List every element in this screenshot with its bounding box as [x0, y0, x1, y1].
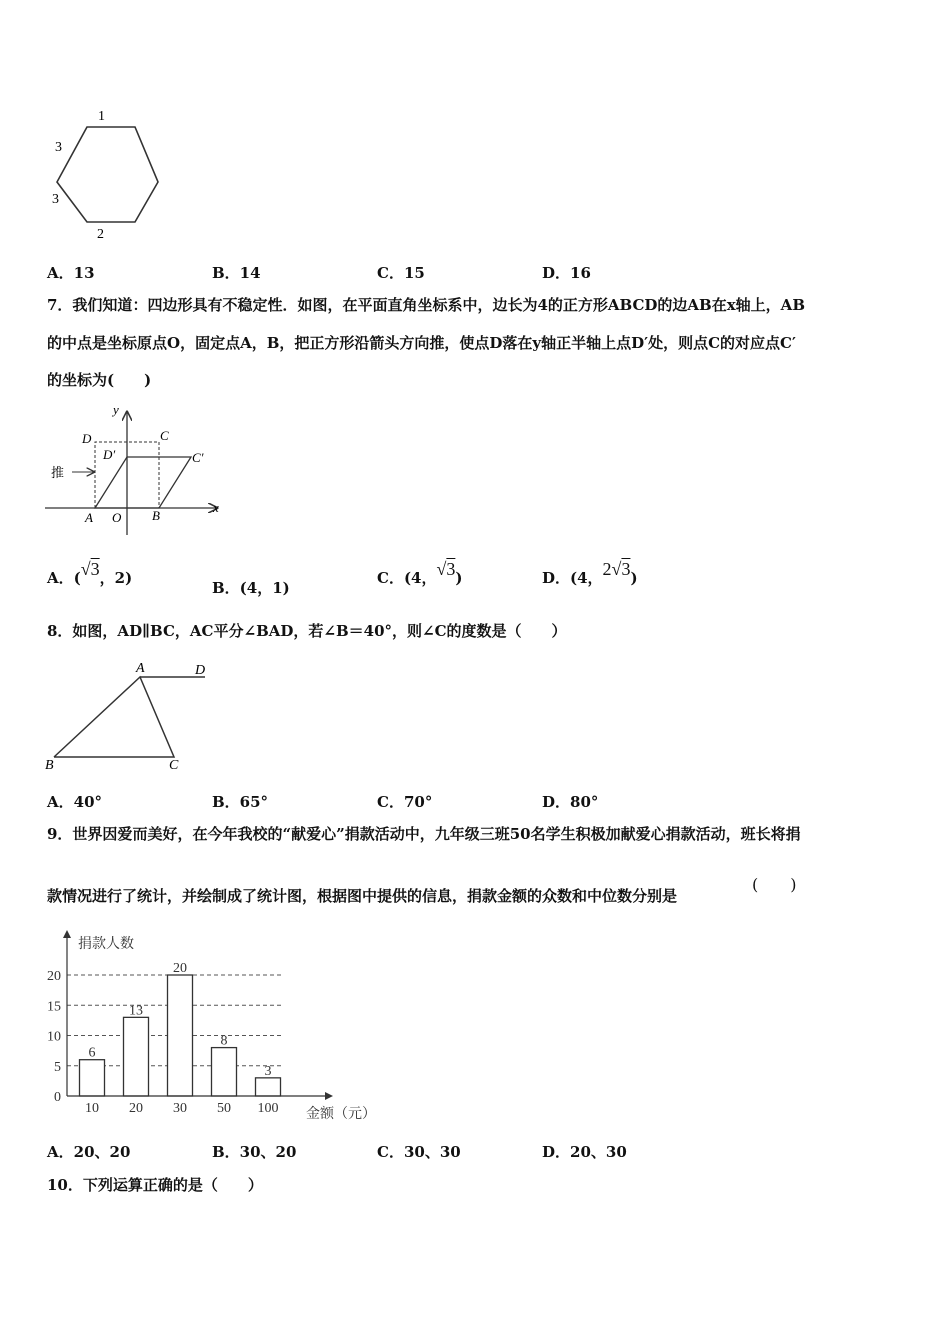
y-tick-15: 15 [47, 999, 61, 1015]
q7-stem-line2: 的中点是坐标原点O，固定点A，B，把正方形沿箭头方向推，使点D落在y轴正半轴上点D′处，则点C的对应点C′ [47, 334, 796, 352]
q8-point-d-label: D [195, 663, 206, 678]
point-c-label: C [160, 428, 169, 443]
q8-option-b[interactable]: B．65° [212, 793, 269, 811]
q8-option-c[interactable]: C．70° [377, 793, 433, 811]
hexagon-label-top: 1 [98, 109, 105, 124]
q6-option-b[interactable]: B．14 [212, 264, 261, 282]
point-b-label: B [152, 508, 160, 523]
bar-label-50: 8 [220, 1033, 228, 1049]
point-d-label: D [82, 431, 92, 446]
x-tick-50: 50 [217, 1101, 231, 1116]
q6-option-d[interactable]: D．16 [542, 264, 591, 282]
q7-option-c[interactable]: C．(4，√3) [377, 559, 463, 587]
y-label: y [113, 402, 119, 417]
donation-bar-chart [42, 928, 402, 1128]
y-tick-20: 20 [47, 969, 61, 984]
chart-x-ticks [85, 1101, 279, 1116]
hexagon-figure [45, 100, 170, 245]
q8-point-c-label: C [169, 758, 179, 773]
q9-stem-line1: 9．世界因爱而美好，在今年我校的“献爱心”捐款活动中，九年级三班50名学生积极加献爱心捐款活动，班长将捐 [47, 825, 801, 843]
q6-option-a[interactable]: A．13 [47, 264, 95, 282]
q9-stem-line2: 款情况进行了统计，并绘制成了统计图，根据图中提供的信息，捐款金额的众数和中位数分别是 [47, 887, 678, 905]
chart-y-arrow [63, 930, 71, 938]
q7-coordinate-figure [42, 400, 232, 540]
bar-label-100: 3 [264, 1063, 272, 1079]
bar-50 [212, 1048, 237, 1096]
point-cprime-label: C′ [192, 450, 204, 465]
point-dprime-label: D′ [103, 447, 116, 462]
q8-point-a-label: A [136, 661, 145, 676]
bar-label-20: 13 [129, 1003, 143, 1019]
q9-option-a[interactable]: A．20、20 [47, 1143, 131, 1161]
q7-stem-line3: 的坐标为( ) [47, 371, 152, 389]
q9-option-b[interactable]: B．30、20 [212, 1143, 297, 1161]
q6-option-c[interactable]: C．15 [377, 264, 425, 282]
hexagon-label-lower-left: 3 [52, 192, 59, 207]
q9-option-d[interactable]: D．20、30 [542, 1143, 627, 1161]
point-o-label: O [112, 510, 122, 525]
x-tick-100: 100 [257, 1101, 279, 1116]
q7-option-a[interactable]: A．(√3，2) [47, 559, 133, 587]
q7-stem-line1: 7．我们知道：四边形具有不稳定性．如图，在平面直角坐标系中，边长为4的正方形ABCD的边AB在x轴上，AB [47, 296, 805, 314]
hexagon-shape [57, 127, 158, 222]
x-tick-30: 30 [173, 1101, 187, 1116]
triangle-abc [54, 677, 174, 757]
x-tick-10: 10 [85, 1101, 99, 1116]
q10-stem: 10．下列运算正确的是（ ） [47, 1176, 263, 1194]
bar-label-30: 20 [173, 961, 187, 976]
bar-label-10: 6 [88, 1045, 96, 1061]
chart-y-label: 捐款人数 [78, 937, 134, 952]
q8-point-b-label: B [45, 758, 54, 773]
y-tick-5: 5 [54, 1059, 61, 1075]
q7-option-b[interactable]: B．(4，1) [212, 579, 290, 597]
bar-30 [168, 975, 193, 1096]
bar-100 [256, 1078, 281, 1096]
x-label: x [213, 500, 219, 515]
x-tick-20: 20 [129, 1101, 143, 1116]
push-label: 推 [51, 465, 65, 480]
hexagon-label-bottom: 2 [97, 227, 104, 242]
chart-y-ticks [47, 969, 61, 1105]
q7-option-d[interactable]: D．(4，2√3) [542, 559, 638, 587]
bar-10 [80, 1060, 105, 1096]
q8-option-a[interactable]: A．40° [47, 793, 103, 811]
q9-answer-paren: ( ) [752, 875, 797, 894]
q8-triangle-figure [42, 655, 222, 775]
chart-x-label: 金额（元） [306, 1107, 376, 1122]
hexagon-label-upper-left: 3 [55, 140, 62, 155]
point-a-label: A [85, 510, 93, 525]
parallelogram [95, 457, 191, 508]
bar-20 [124, 1017, 149, 1096]
y-tick-0: 0 [54, 1090, 61, 1105]
chart-x-arrow [325, 1092, 333, 1100]
q9-option-c[interactable]: C．30、30 [377, 1143, 461, 1161]
q8-stem: 8．如图，AD∥BC，AC平分∠BAD，若∠B＝40°，则∠C的度数是（ ） [47, 622, 567, 640]
y-tick-10: 10 [47, 1029, 61, 1045]
q8-option-d[interactable]: D．80° [542, 793, 599, 811]
